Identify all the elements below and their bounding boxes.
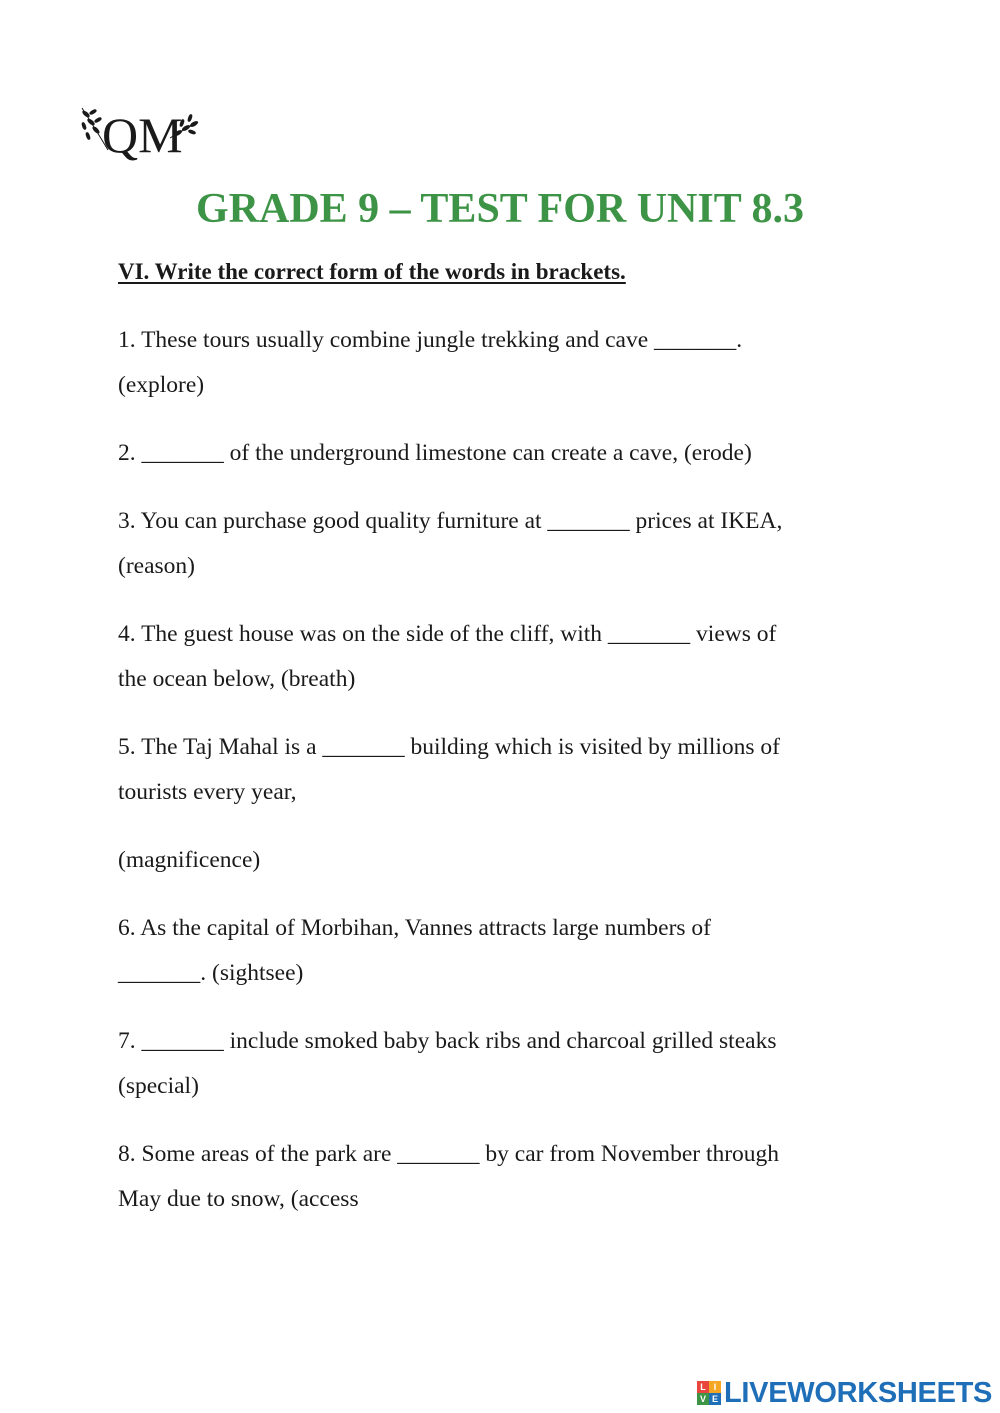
question-7-line-2: (special) <box>118 1073 199 1099</box>
question-4-line-2: the ocean below, (breath) <box>118 666 356 692</box>
question-1-line-1: 1. These tours usually combine jungle trekking and cave _______. <box>118 327 743 353</box>
question-6-line-1: 6. As the capital of Morbihan, Vannes attracts large numbers of <box>118 915 712 941</box>
question-5-line-1: 5. The Taj Mahal is a _______ building which is visited by millions of <box>118 734 780 760</box>
qm-logo <box>78 100 202 168</box>
liveworksheets-brand[interactable] <box>697 1375 992 1411</box>
question-8-line-2: May due to snow, (access <box>118 1186 359 1212</box>
logo-tile-l: L <box>697 1381 709 1393</box>
question-5-line-2: tourists every year, <box>118 779 297 805</box>
logo-tile-v: V <box>697 1393 709 1405</box>
question-1-line-2: (explore) <box>118 372 205 398</box>
liveworksheets-wordmark: LIVEWORKSHEETS <box>724 1377 993 1409</box>
logo-tile-e: E <box>709 1393 721 1405</box>
question-6-line-2: _______. (sightsee) <box>118 960 304 986</box>
logo-tile-i: I <box>709 1381 721 1393</box>
question-2-line-1: 2. _______ of the underground limestone can create a cave, (erode) <box>118 440 752 466</box>
page-title: GRADE 9 – TEST FOR UNIT 8.3 <box>196 186 804 232</box>
question-7-line-1: 7. _______ include smoked baby back ribs and charcoal grilled steaks <box>118 1028 777 1054</box>
liveworksheets-logo-icon <box>697 1381 721 1405</box>
logo-monogram: QM <box>102 107 183 163</box>
question-3-line-1: 3. You can purchase good quality furniture at _______ prices at IKEA, <box>118 508 783 534</box>
section-heading: VI. Write the correct form of the words in brackets. <box>118 259 626 284</box>
question-4-line-1: 4. The guest house was on the side of the cliff, with _______ views of <box>118 621 777 647</box>
question-3-line-2: (reason) <box>118 553 195 579</box>
question-8-line-1: 8. Some areas of the park are _______ by car from November through <box>118 1141 780 1167</box>
question-5-line-3: (magnificence) <box>118 847 261 873</box>
